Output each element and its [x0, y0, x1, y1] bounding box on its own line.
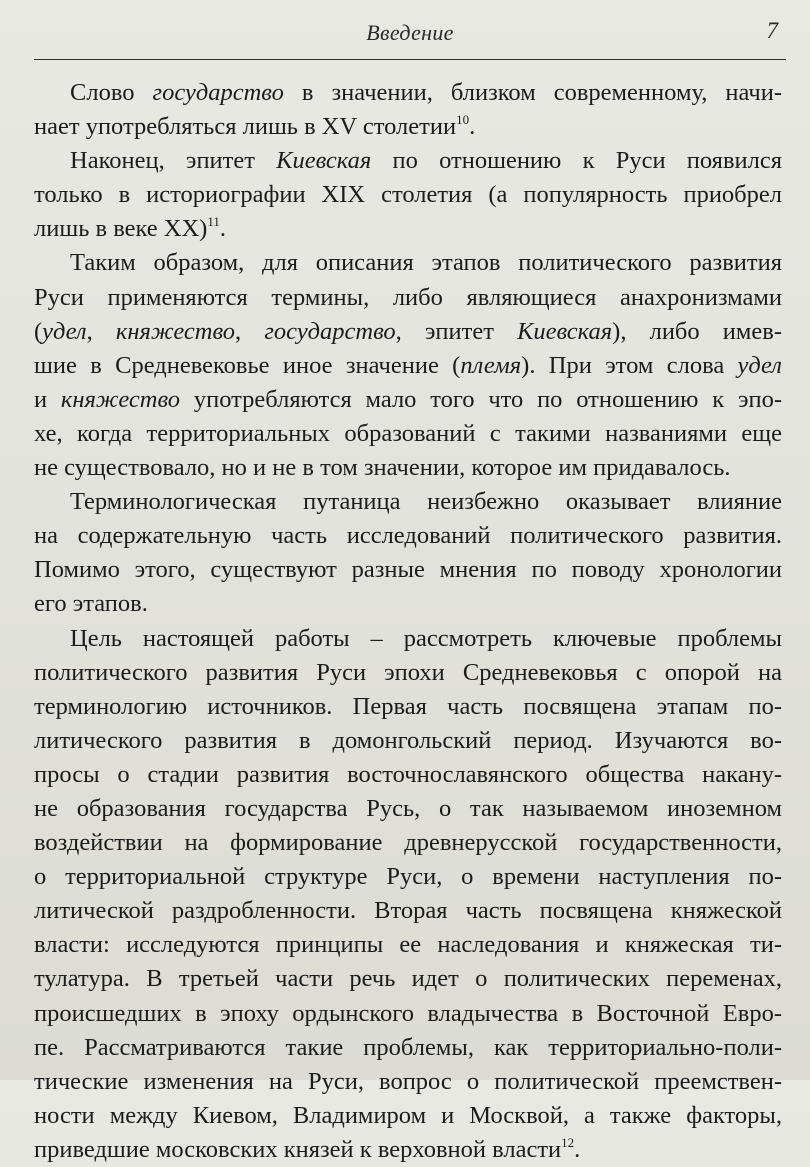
footnote-ref: 10	[456, 112, 469, 127]
text-run: .	[574, 1136, 580, 1163]
text-run: происшедших в эпоху ордынского владычества в Восточной Евро-	[34, 1000, 782, 1027]
chapter-title: Введение	[34, 20, 786, 46]
text-line	[34, 1133, 782, 1167]
paragraph	[34, 76, 782, 144]
text-line	[34, 928, 782, 962]
text-line	[34, 212, 782, 246]
text-run: литического развития в домонгольский период. Изучаются во-	[34, 727, 782, 754]
text-line	[34, 724, 782, 758]
paragraph	[34, 622, 782, 1167]
italic-term: государство	[264, 318, 395, 345]
text-run: о территориальной структуре Руси, о времени наступления по-	[34, 863, 782, 890]
text-line	[34, 997, 782, 1031]
text-run: .	[469, 113, 475, 140]
text-run: ). При этом слова	[521, 352, 737, 379]
italic-term: удел	[42, 318, 86, 345]
text-line	[34, 758, 782, 792]
text-line	[34, 281, 782, 315]
text-line	[34, 144, 782, 178]
text-run: ,	[87, 318, 116, 345]
text-run: власти: исследуются принципы ее наследования и княжеская ти-	[34, 931, 782, 958]
italic-term: племя	[460, 352, 521, 379]
text-run: Слово	[70, 79, 153, 106]
text-line	[34, 690, 782, 724]
italic-term: Киевская	[276, 147, 371, 174]
text-line	[34, 1099, 782, 1133]
text-run: употребляются мало того что по отношению к эпо-	[180, 386, 782, 413]
italic-term: удел	[738, 352, 782, 379]
text-line	[34, 417, 782, 451]
italic-term: Киевская	[517, 318, 612, 345]
text-run: Терминологическая путаница неизбежно оказывает влияние	[70, 488, 782, 515]
footnote-ref: 11	[207, 214, 220, 229]
text-run: Руси применяются термины, либо являющиеся анахронизмами	[34, 284, 782, 311]
text-line	[34, 553, 782, 587]
text-run: Наконец, эпитет	[70, 147, 276, 174]
text-run: (	[34, 318, 42, 345]
text-run: терминологию источников. Первая часть посвящена этапам по-	[34, 693, 782, 720]
text-run: не существовало, но и не в том значении, которое им придавалось.	[34, 454, 731, 481]
text-run: и	[34, 386, 61, 413]
text-line	[34, 656, 782, 690]
text-run: Помимо этого, существуют разные мнения по поводу хронологии	[34, 556, 782, 583]
footnote-ref: 12	[561, 1135, 574, 1150]
text-run: тулатура. В третьей части речь идет о политических переменах,	[34, 965, 782, 992]
text-line	[34, 962, 782, 996]
paragraph	[34, 246, 782, 485]
text-run: литической раздробленности. Вторая часть посвящена княжеской	[34, 897, 782, 924]
text-line	[34, 383, 782, 417]
text-line	[34, 1031, 782, 1065]
text-run: на содержательную часть исследований политического развития.	[34, 522, 782, 549]
text-line	[34, 519, 782, 553]
text-run: нает употребляться лишь в XV столетии	[34, 113, 456, 140]
text-line	[34, 894, 782, 928]
text-run: по отношению к Руси появился	[371, 147, 782, 174]
text-run: в значении, близком современному, начи-	[284, 79, 782, 106]
text-run: приведшие московских князей к верховной власти	[34, 1136, 561, 1163]
text-line	[34, 110, 782, 144]
text-line	[34, 315, 782, 349]
text-run: лишь в веке XX)	[34, 215, 207, 242]
body-text	[34, 76, 782, 1167]
text-run: пе. Рассматриваются такие проблемы, как территориально-поли-	[34, 1034, 782, 1061]
running-head	[34, 14, 786, 48]
text-run: воздействии на формирование древнерусской государственности,	[34, 829, 782, 856]
text-run: его этапов.	[34, 590, 148, 617]
text-run: просы о стадии развития восточнославянского общества накану-	[34, 761, 782, 788]
text-run: политического развития Руси эпохи Средневековья с опорой на	[34, 659, 782, 686]
text-run: только в историографии XIX столетия (а популярность приобрел	[34, 181, 782, 208]
text-run: хе, когда территориальных образований с такими названиями еще	[34, 420, 782, 447]
text-line	[34, 349, 782, 383]
text-line	[34, 826, 782, 860]
text-run: Цель настоящей работы – рассмотреть ключевые проблемы	[70, 625, 782, 652]
text-run: Таким образом, для описания этапов политического развития	[70, 249, 782, 276]
text-line	[34, 1065, 782, 1099]
text-run: шие в Средневековье иное значение (	[34, 352, 460, 379]
text-line	[34, 246, 782, 280]
text-run: тические изменения на Руси, вопрос о политической преемствен-	[34, 1068, 782, 1095]
page-number: 7	[767, 18, 779, 44]
italic-term: княжество	[61, 386, 180, 413]
text-run: , эпитет	[396, 318, 517, 345]
paragraph	[34, 485, 782, 621]
paragraph	[34, 144, 782, 246]
text-line	[34, 860, 782, 894]
text-line	[34, 76, 782, 110]
text-line	[34, 178, 782, 212]
text-run: ,	[235, 318, 264, 345]
text-line	[34, 587, 782, 621]
italic-term: государство	[153, 79, 284, 106]
text-line	[34, 451, 782, 485]
text-line	[34, 622, 782, 656]
text-run: ), либо имев-	[612, 318, 782, 345]
text-line	[34, 485, 782, 519]
italic-term: княжество	[116, 318, 235, 345]
text-line	[34, 792, 782, 826]
text-run: .	[220, 215, 226, 242]
text-run: не образования государства Русь, о так называемом иноземном	[34, 795, 782, 822]
header-rule	[34, 59, 786, 60]
text-run: ности между Киевом, Владимиром и Москвой, а также факторы,	[34, 1102, 782, 1129]
